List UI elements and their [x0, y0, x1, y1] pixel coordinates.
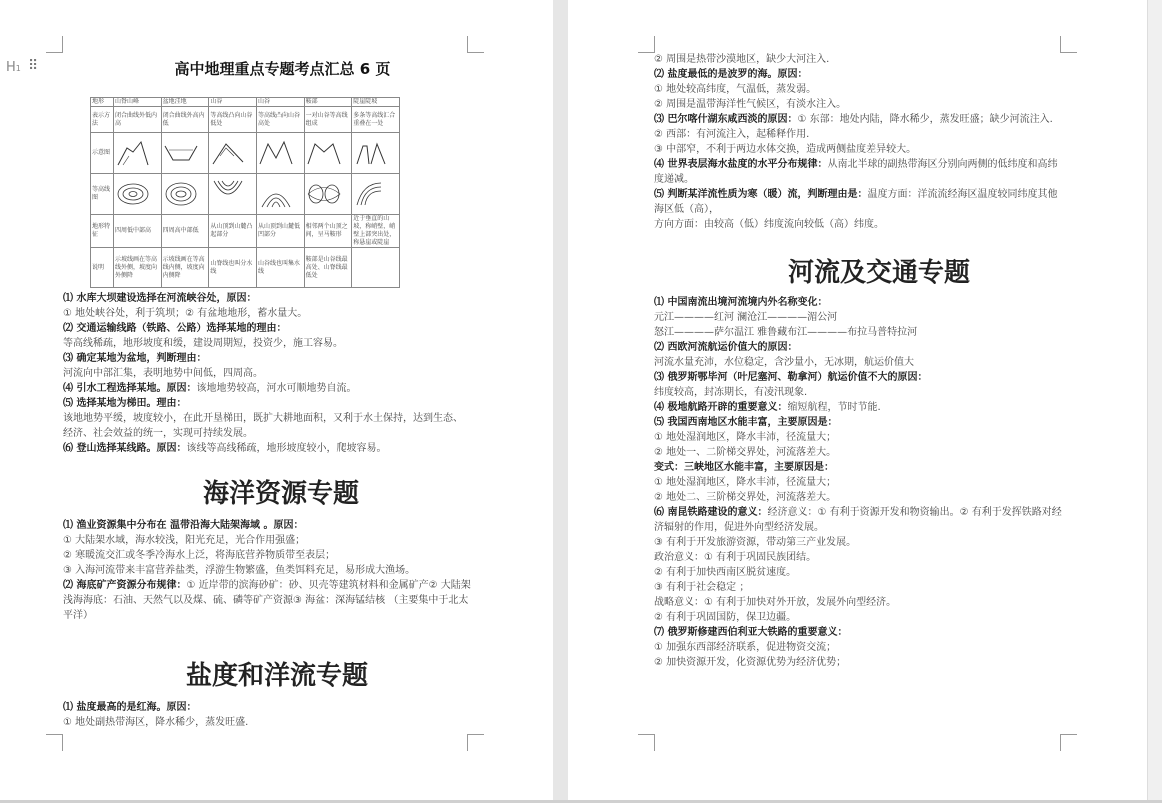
- paragraph-text: ② 地处二、三阶梯交界处，河流落差大。: [654, 492, 837, 503]
- table-cell: [352, 248, 400, 288]
- paragraph: [63, 306, 471, 321]
- paragraph-heading: ⑴ 渔业资源集中分布在 温带沿海大陆架海域 。原因：: [63, 520, 304, 531]
- paragraph: [654, 655, 1062, 670]
- paragraph-text: ① 东部：地处内陆，降水稀少，蒸发旺盛；缺少河流注入.: [797, 114, 1053, 125]
- landform-table: [90, 97, 400, 288]
- crop-mark: [638, 734, 655, 751]
- paragraph: [63, 715, 471, 730]
- paragraph-text: 温度方面：洋流流经海区温度较同纬度其他海区低（高），: [654, 189, 1058, 215]
- paragraph: [654, 460, 1062, 475]
- paragraph: [63, 411, 471, 441]
- paragraph: [654, 565, 1062, 580]
- table-row: [91, 107, 400, 133]
- paragraph-heading: ⑵ 盐度最低的是波罗的海。原因：: [654, 69, 808, 80]
- table-row: [91, 215, 400, 248]
- paragraph-text: 从南北半球的副热带海区分别向两侧的低纬度和高纬度递减。: [654, 159, 1058, 185]
- table-cell: 示意图: [91, 133, 114, 174]
- paragraph: [63, 518, 471, 533]
- table-header-cell: 山谷: [256, 98, 304, 107]
- table-cell: 相邻两个山顶之间，呈马鞍形: [304, 215, 352, 248]
- paragraph-heading: ⑶ 确定某地为盆地，判断理由：: [63, 353, 207, 364]
- table-cell: 表示方法: [91, 107, 114, 133]
- landform-sketch-image: [304, 133, 352, 174]
- table-cell: 从山顶到山麓凸起部分: [209, 215, 257, 248]
- table-header-cell: 地形: [91, 98, 114, 107]
- paragraph: [654, 157, 1062, 187]
- heading-style-icon[interactable]: H1: [6, 60, 21, 75]
- section-title-river: 河流及交通专题: [788, 258, 971, 288]
- table-cell: 闭合曲线外低内高: [114, 107, 162, 133]
- contour-map-image: [209, 174, 257, 215]
- paragraph-text: ① 大陆架水域，海水较浅，阳光充足，光合作用强盛；: [63, 535, 306, 546]
- paragraph-text: 该地地势较高，河水可顺地势自流。: [196, 383, 357, 394]
- vertical-scrollbar[interactable]: [1147, 0, 1162, 803]
- paragraph-heading: ⑷ 引水工程选择某地。原因：: [63, 383, 197, 394]
- paragraph-text: ② 周围是温带海洋性气候区，有淡水注入。: [654, 99, 847, 110]
- paragraph: [654, 112, 1062, 127]
- paragraph-text: ① 地处湿润地区，降水丰沛，径流量大；: [654, 477, 837, 488]
- paragraph: [654, 640, 1062, 655]
- contour-map-image: [161, 174, 209, 215]
- paragraph: [654, 475, 1062, 490]
- paragraph: [654, 340, 1062, 355]
- paragraph-text: ③ 有利于开发旅游资源，带动第三产业发展。: [654, 537, 857, 548]
- paragraph-text: ① 加强东西部经济联系，促进物资交流；: [654, 642, 837, 653]
- paragraph: [63, 563, 471, 578]
- paragraph: [63, 548, 471, 563]
- landform-sketch-image: [256, 133, 304, 174]
- paragraph: [654, 595, 1062, 610]
- paragraph-text: ② 有利于巩固国防，保卫边疆。: [654, 612, 797, 623]
- table-cell: 四周低中部高: [114, 215, 162, 248]
- paragraph: [654, 415, 1062, 430]
- table-row: [91, 174, 400, 215]
- paragraph-text: 怒江————萨尔温江 雅鲁藏布江————布拉马普特拉河: [654, 327, 918, 338]
- table-header-row: [91, 98, 400, 107]
- paragraph: [654, 217, 1062, 232]
- paragraph: [63, 291, 471, 306]
- paragraph-text: ① 地处副热带海区，降水稀少，蒸发旺盛.: [63, 717, 249, 728]
- table-header-cell: 山脊山峰: [114, 98, 162, 107]
- contour-map-image: [352, 174, 400, 215]
- crop-mark: [46, 36, 63, 53]
- table-header-cell: 陡崖陡坡: [352, 98, 400, 107]
- paragraph-heading: ⑶ 巴尔喀什湖东咸西淡的原因：: [654, 114, 798, 125]
- paragraph: [63, 441, 471, 456]
- paragraph: [654, 430, 1062, 445]
- paragraph-text: ③ 入海河流带来丰富营养盐类，浮游生物繁盛，鱼类饵料充足，易形成大渔场。: [63, 565, 416, 576]
- paragraph: [654, 142, 1062, 157]
- paragraph: [654, 97, 1062, 112]
- paragraph: [654, 127, 1062, 142]
- table-cell: 一对山谷等高线组成: [304, 107, 352, 133]
- paragraph-heading: ⑸ 选择某地为梯田。理由：: [63, 398, 187, 409]
- body-text: [654, 295, 1062, 670]
- paragraph: [63, 700, 471, 715]
- paragraph: [654, 445, 1062, 460]
- body-text: [654, 52, 1062, 232]
- paragraph-text: 经济意义：① 有利于资源开发和物资输出。② 有利于发挥铁路对经济辐射的作用，促进外向型经济发展。: [654, 507, 1062, 533]
- drag-handle-icon[interactable]: ⠿: [28, 58, 37, 74]
- table-cell: 等高线凸向山谷低处: [209, 107, 257, 133]
- paragraph-text: 缩短航程，节时节能.: [787, 402, 881, 413]
- contour-map-image: [304, 174, 352, 215]
- paragraph-heading: ⑺ 俄罗斯修建西伯利亚大铁路的重要意义：: [654, 627, 848, 638]
- table-row: [91, 133, 400, 174]
- paragraph-text: 该线等高线稀疏，地形坡度较小，爬坡容易。: [186, 443, 387, 454]
- paragraph-heading: ⑹ 南昆铁路建设的意义：: [654, 507, 768, 518]
- paragraph-text: 等高线稀疏，地形坡度和缓，建设周期短，投资少，施工容易。: [63, 338, 343, 349]
- paragraph-text: ② 地处一、二阶梯交界处，河流落差大。: [654, 447, 837, 458]
- landform-sketch-image: [209, 133, 257, 174]
- paragraph: [654, 490, 1062, 505]
- table-cell: 从山顶到山麓低凹部分: [256, 215, 304, 248]
- paragraph: [654, 385, 1062, 400]
- contour-map-image: [114, 174, 162, 215]
- paragraph: [654, 52, 1062, 67]
- document-page-1: [0, 0, 553, 803]
- table-cell: 四周高中部低: [161, 215, 209, 248]
- paragraph: [63, 381, 471, 396]
- paragraph-text: ① 地处较高纬度，气温低，蒸发弱。: [654, 84, 817, 95]
- paragraph: [63, 396, 471, 411]
- crop-mark: [467, 734, 484, 751]
- paragraph-text: 河流水量充沛，水位稳定，含沙量小，无冰期，航运价值大: [654, 357, 914, 368]
- document-page-2: [568, 0, 1148, 803]
- paragraph-text: ② 加快资源开发，化资源优势为经济优势；: [654, 657, 847, 668]
- paragraph: [63, 366, 471, 381]
- paragraph-heading: ⑵ 西欧河流航运价值大的原因：: [654, 342, 798, 353]
- paragraph-heading: ⑷ 极地航路开辟的重要意义：: [654, 402, 788, 413]
- body-text: [63, 518, 471, 623]
- table-cell: 鞍部是山谷线最高处、山脊线最低处: [304, 248, 352, 288]
- table-row: [91, 248, 400, 288]
- paragraph: [63, 336, 471, 351]
- table-cell: 多条等高线汇合重叠在一处: [352, 107, 400, 133]
- table-cell: 等高线图: [91, 174, 114, 215]
- paragraph: [654, 355, 1062, 370]
- body-text: [63, 291, 471, 456]
- table-cell: 示坡线画在等高线内侧，坡度向内侧降: [161, 248, 209, 288]
- table-cell: 等高线凸向山谷高处: [256, 107, 304, 133]
- paragraph: [63, 533, 471, 548]
- paragraph-text: 战略意义：① 有利于加快对外开放，发展外向型经济。: [654, 597, 897, 608]
- paragraph-text: ② 西部：有河流注入，起稀释作用.: [654, 129, 810, 140]
- paragraph: [654, 550, 1062, 565]
- table-header-cell: 山谷: [209, 98, 257, 107]
- table-cell: 近于垂直的山坡，称峭壁，峭壁上部突出处，称悬崖或陡崖: [352, 215, 400, 248]
- table-cell: 山脊线也叫分水线: [209, 248, 257, 288]
- paragraph: [654, 67, 1062, 82]
- paragraph-text: ② 周围是热带沙漠地区，缺少大河注入.: [654, 54, 830, 65]
- crop-mark: [638, 36, 655, 53]
- paragraph: [63, 351, 471, 366]
- table-cell: 山谷线也叫集水线: [256, 248, 304, 288]
- paragraph-heading: ⑵ 交通运输线路（铁路、公路）选择某地的理由：: [63, 323, 287, 334]
- paragraph: [654, 187, 1062, 217]
- paragraph-text: ③ 中部窄，不利于两边水体交换，造成两侧盐度差异较大。: [654, 144, 917, 155]
- landform-sketch-image: [161, 133, 209, 174]
- paragraph: [63, 578, 471, 623]
- paragraph-heading: ⑴ 中国南流出境河流境内外名称变化：: [654, 297, 828, 308]
- paragraph-text: ② 寒暖流交汇或冬季冷海水上泛，将海底营养物质带至表层；: [63, 550, 336, 561]
- landform-sketch-image: [352, 133, 400, 174]
- paragraph-text: 纬度较高，封冻期长，有凌汛现象.: [654, 387, 808, 398]
- paragraph-text: ③ 有利于社会稳定 ；: [654, 582, 750, 593]
- paragraph-heading: ⑴ 水库大坝建设选择在河流峡谷处，原因：: [63, 293, 257, 304]
- body-text: [63, 700, 471, 730]
- table-cell: 说明: [91, 248, 114, 288]
- paragraph-heading: 变式：三峡地区水能丰富，主要原因是：: [654, 462, 834, 473]
- paragraph-text: ① 地处湿润地区，降水丰沛，径流量大；: [654, 432, 837, 443]
- paragraph-heading: ⑶ 俄罗斯鄂毕河（叶尼塞河、勒拿河）航运价值不大的原因：: [654, 372, 928, 383]
- paragraph-heading: ⑹ 登山选择某线路。原因：: [63, 443, 187, 454]
- paragraph: [654, 625, 1062, 640]
- paragraph-heading: ⑷ 世界表层海水盐度的水平分布规律：: [654, 159, 828, 170]
- table-header-cell: 盆地洼地: [161, 98, 209, 107]
- paragraph-heading: ⑵ 海底矿产资源分布规律：: [63, 580, 187, 591]
- paragraph: [654, 610, 1062, 625]
- crop-mark: [46, 734, 63, 751]
- paragraph-text: 该地地势平缓，坡度较小，在此开垦梯田，既扩大耕地面积，又利于水土保持，达到生态、经济、社会效益的统一，实现可持续发展。: [63, 413, 463, 439]
- paragraph-heading: ⑴ 盐度最高的是红海。原因：: [63, 702, 197, 713]
- table-cell: 闭合曲线外高内低: [161, 107, 209, 133]
- table-cell: 示坡线画在等高线外侧，坡度向外侧降: [114, 248, 162, 288]
- paragraph-heading: ⑸ 判断某洋流性质为寒（暖）流，判断理由是：: [654, 189, 868, 200]
- paragraph: [654, 535, 1062, 550]
- document-title: 高中地理重点专题考点汇总 6 页: [174, 60, 391, 78]
- paragraph: [654, 505, 1062, 535]
- paragraph: [654, 310, 1062, 325]
- paragraph: [654, 400, 1062, 415]
- crop-mark: [467, 36, 484, 53]
- paragraph: [654, 82, 1062, 97]
- table-header-cell: 鞍部: [304, 98, 352, 107]
- paragraph: [654, 580, 1062, 595]
- section-title-salinity: 盐度和洋流专题: [186, 661, 369, 691]
- paragraph-text: 元江————红河 澜沧江————湄公河: [654, 312, 838, 323]
- paragraph: [654, 325, 1062, 340]
- paragraph-text: 河流向中部汇集，表明地势中间低，四周高。: [63, 368, 263, 379]
- paragraph: [654, 295, 1062, 310]
- crop-mark: [1060, 734, 1077, 751]
- paragraph: [63, 321, 471, 336]
- paragraph-text: 政治意义：① 有利于巩固民族团结。: [654, 552, 817, 563]
- paragraph-text: ① 地处峡谷处，利于筑坝；② 有盆地地形，蓄水量大。: [63, 308, 308, 319]
- paragraph-text: ② 有利于加快西南区脱贫速度。: [654, 567, 797, 578]
- paragraph: [654, 370, 1062, 385]
- paragraph-text: ① 近岸带的滨海砂矿：砂、贝壳等建筑材料和金属矿产② 大陆架浅海海底：石油、天然气以及煤、硫、磷等矿产资源③ 海盆：深海锰结核 （主要集中于北太平洋）: [63, 580, 471, 621]
- contour-map-image: [256, 174, 304, 215]
- table-cell: 地形特征: [91, 215, 114, 248]
- paragraph-heading: ⑸ 我国西南地区水能丰富，主要原因是：: [654, 417, 838, 428]
- paragraph-text: 方向方面：由较高（低）纬度流向较低（高）纬度。: [654, 219, 884, 230]
- crop-mark: [1060, 36, 1077, 53]
- landform-sketch-image: [114, 133, 162, 174]
- section-title-ocean: 海洋资源专题: [203, 479, 360, 509]
